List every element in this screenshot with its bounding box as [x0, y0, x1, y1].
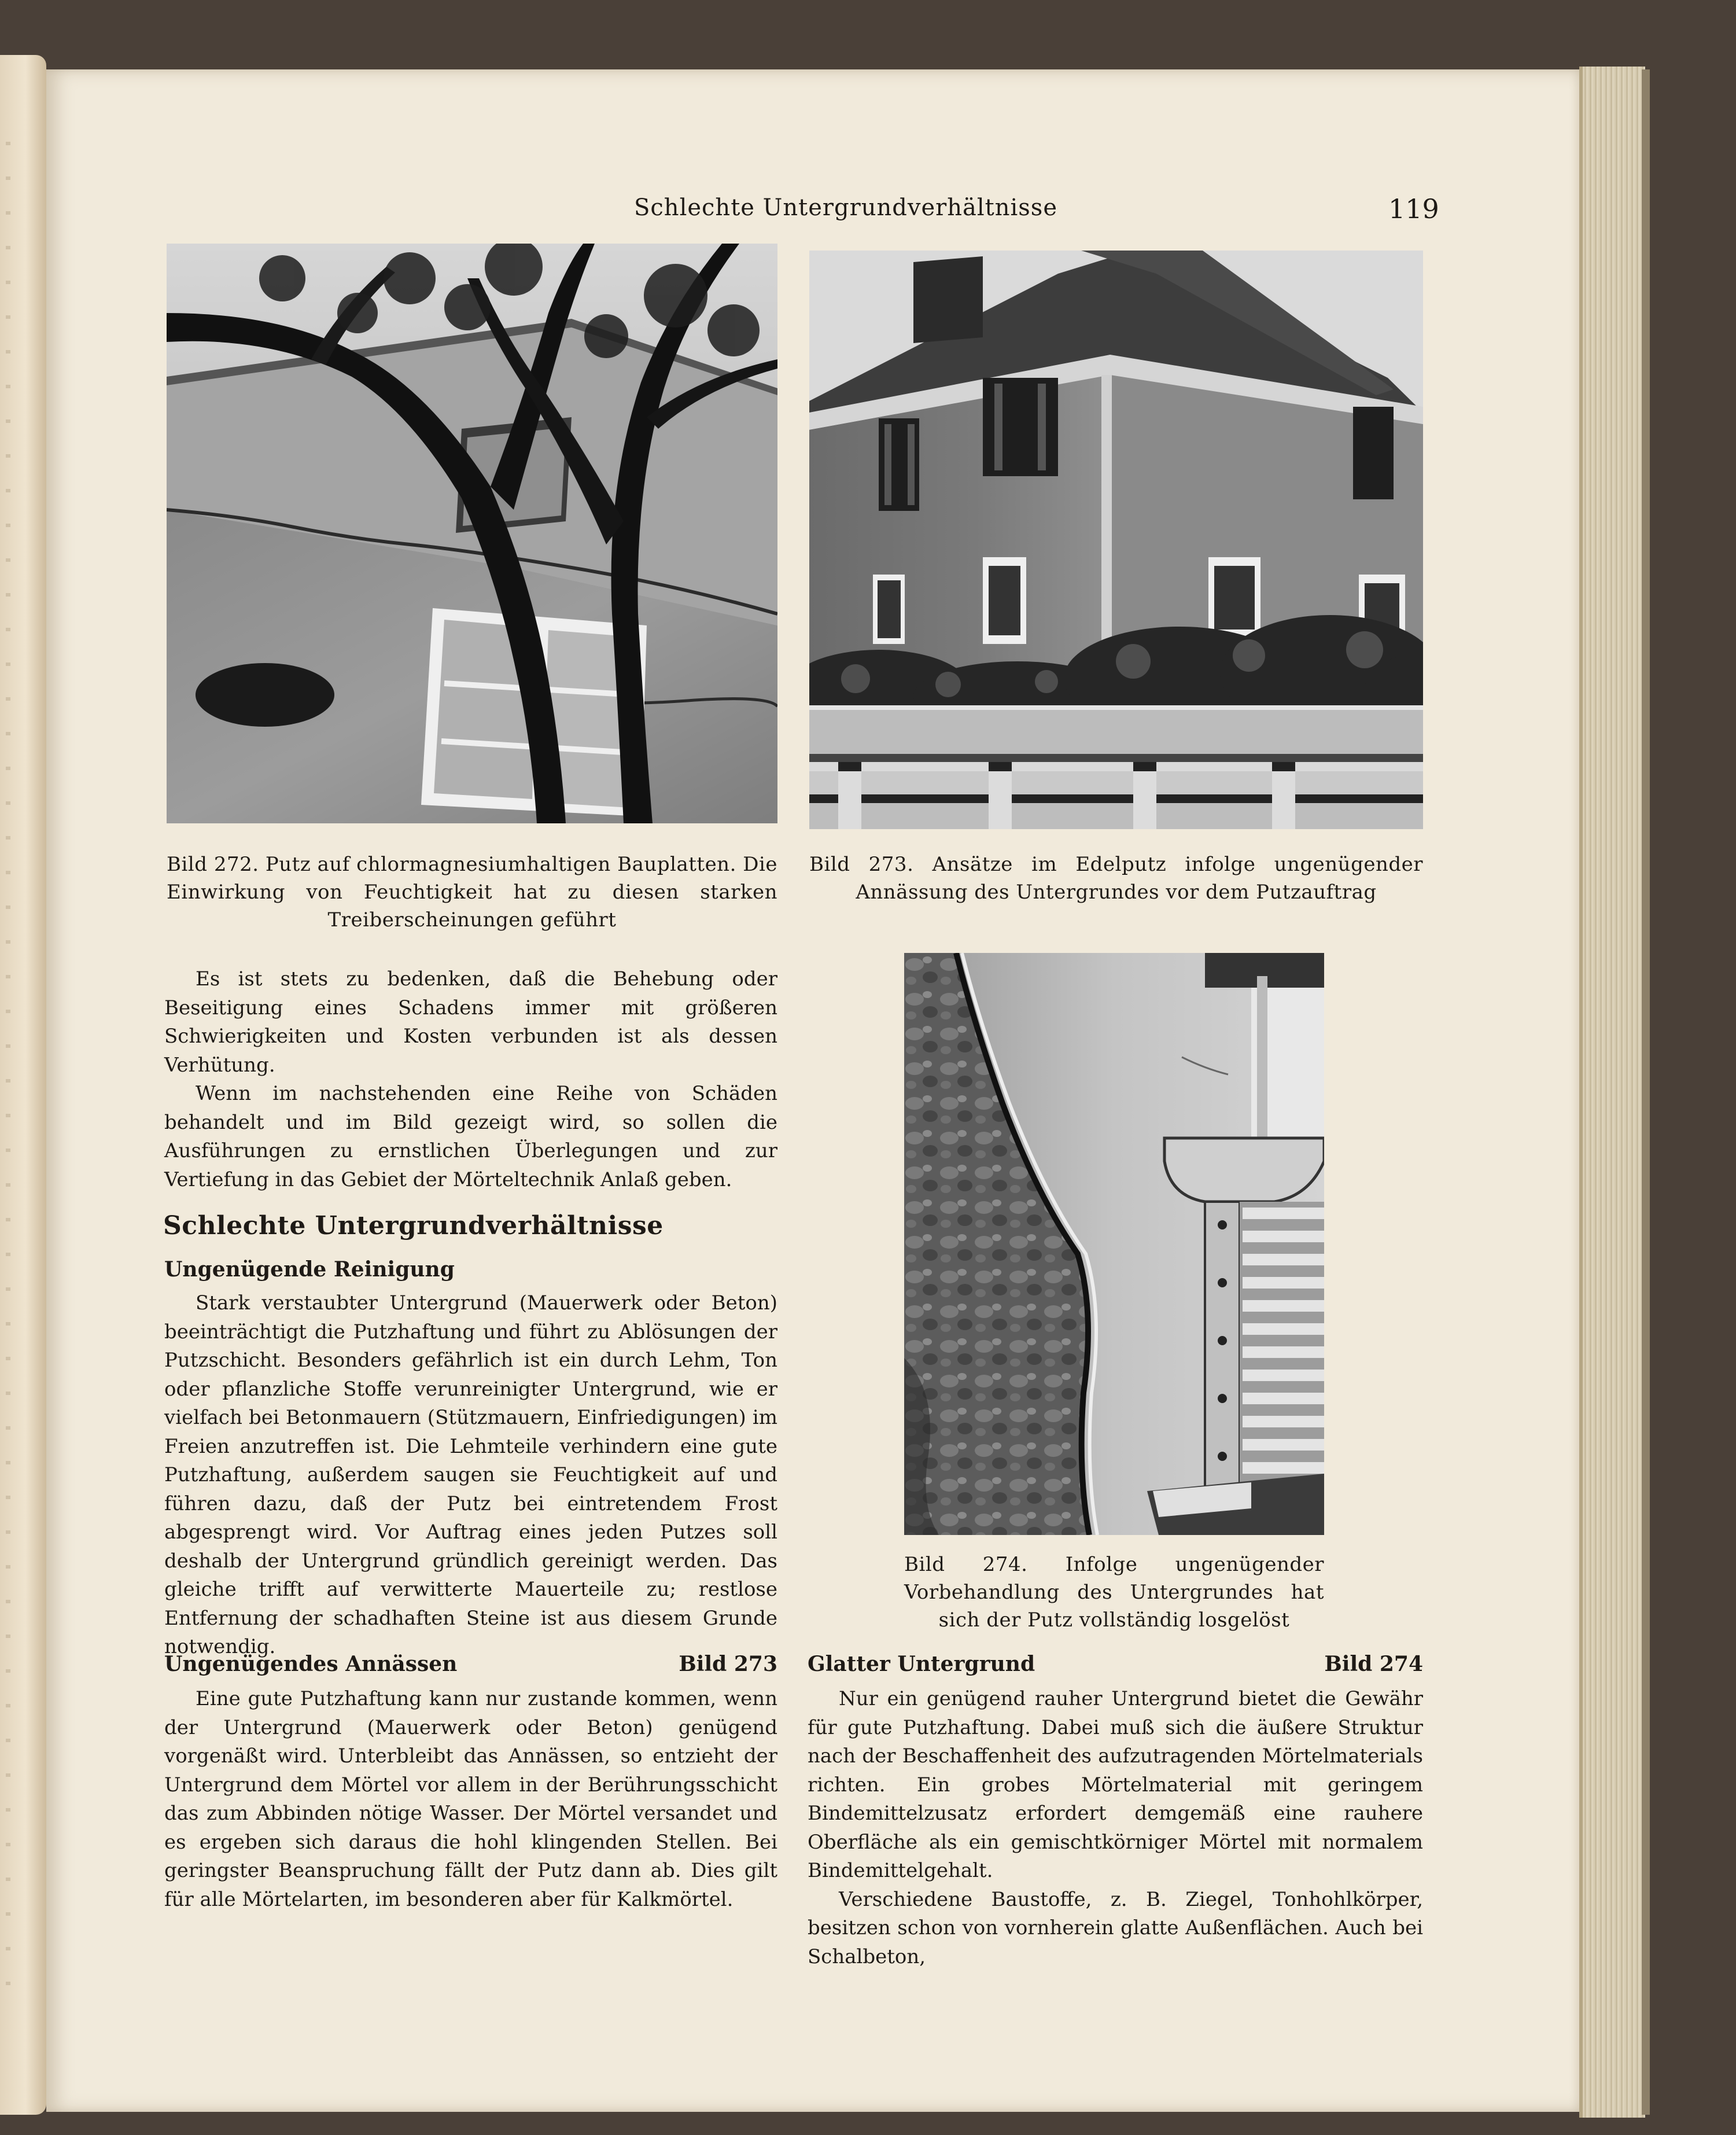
- reinigung-text: [164, 1289, 777, 1662]
- photo-bild-274: [904, 953, 1324, 1535]
- subheading-reinigung: Ungenügende Reinigung: [164, 1257, 455, 1282]
- book-cover-edge: [1642, 69, 1650, 2115]
- subheading-annaessen: Ungenügendes Annässen: [164, 1652, 458, 1676]
- running-title: Schlechte Untergrundverhältnisse: [634, 194, 1057, 221]
- subheading-row-annaessen: [164, 1652, 777, 1676]
- intro-text: [164, 965, 777, 1194]
- glatter-text: [808, 1685, 1423, 1971]
- facing-page-edge: [0, 55, 46, 2115]
- annaessen-text: [164, 1685, 777, 1914]
- figure-ref-273: Bild 273: [679, 1652, 777, 1676]
- figure-ref-274: Bild 274: [1324, 1652, 1423, 1676]
- glatter-paragraph-1: Nur ein genügend rauher Untergrund bietet die Gewähr für gute Putzhaftung. Dabei muß sich die äußere Struktur nach der Beschaffenheit des aufzutragenden Mörtelmaterials richten. Ein grobes Mörtelmaterial mit geringem Bindemittelzusatz erfordert demgemäß eine rauhere Oberfläche als ein gemischtkörniger Mörtel mit normalem Bindemittelgehalt.: [808, 1687, 1423, 1882]
- subheading-row-glatter: [808, 1652, 1423, 1676]
- reinigung-paragraph: Stark verstaubter Untergrund (Mauerwerk oder Beton) beeinträchtigt die Putzhaftung und führt zu Ablösungen der Putzschicht. Besonders gefährlich ist ein durch Lehm, Ton oder pflanzliche Stoffe verunreinigter Untergrund, wie er vielfach bei Betonmauern (Stützmauern, Einfriedigungen) im Freien anzutreffen ist. Die Lehmteile verhindern eine gute Putzhaftung, außerdem saugen sie Feuchtigkeit auf und führen dazu, daß der Putz bei eintretendem Frost abgesprengt wird. Vor Auftrag eines jeden Putzes soll deshalb der Untergrund gründlich gereinigt werden. Das gleiche trifft auf verwitterte Mauerteile zu; restlose Entfernung der schadhaften Steine ist aus diesem Grunde notwendig.: [164, 1291, 777, 1658]
- glatter-paragraph-2: Verschiedene Baustoffe, z. B. Ziegel, Tonhohlkörper, besitzen schon von vornherein glatte Außenflächen. Auch bei Schalbeton,: [808, 1887, 1423, 1968]
- caption-bild-272: Bild 272. Putz auf chlormagnesiumhaltigen Bauplatten. Die Einwirkung von Feuchtigkeit hat zu diesen starken Treiberscheinungen geführt: [167, 853, 777, 932]
- intro-paragraph-2: Wenn im nachstehenden eine Reihe von Schäden behandelt und im Bild gezeigt wird, so sollen die Ausführungen zu ernstlichen Überlegungen und zur Vertiefung in das Gebiet der Mörteltechnik Anlaß geben.: [164, 1082, 777, 1191]
- book-cover-cloth: [1579, 67, 1645, 2118]
- subheading-glatter: Glatter Untergrund: [808, 1652, 1035, 1676]
- page-number: 119: [1388, 193, 1439, 224]
- section-heading: Schlechte Untergrundverhältnisse: [163, 1211, 664, 1240]
- photo-bild-273: [809, 251, 1423, 829]
- caption-bild-274: Bild 274. Infolge ungenügender Vorbehandlung des Untergrundes hat sich der Putz vollständig losgelöst: [904, 1553, 1324, 1632]
- caption-bild-273: Bild 273. Ansätze im Edelputz infolge ungenügender Annässung des Untergrundes vor dem Putzauftrag: [809, 853, 1423, 904]
- photo-bild-272: [167, 244, 777, 823]
- intro-paragraph-1: Es ist stets zu bedenken, daß die Behebung oder Beseitigung eines Schadens immer mit größeren Schwierigkeiten und Kosten verbunden ist als dessen Verhütung.: [164, 967, 777, 1077]
- annaessen-paragraph: Eine gute Putzhaftung kann nur zustande kommen, wenn der Untergrund (Mauerwerk oder Beton) genügend vorgenäßt wird. Unterbleibt das Annässen, so entzieht der Untergrund dem Mörtel vor allem in der Berührungsschicht das zum Abbinden nötige Wasser. Der Mörtel versandet und es ergeben sich daraus die hohl klingenden Stellen. Bei geringster Beanspruchung fällt der Putz dann ab. Dies gilt für alle Mörtelarten, im besonderen aber für Kalkmörtel.: [164, 1687, 777, 1911]
